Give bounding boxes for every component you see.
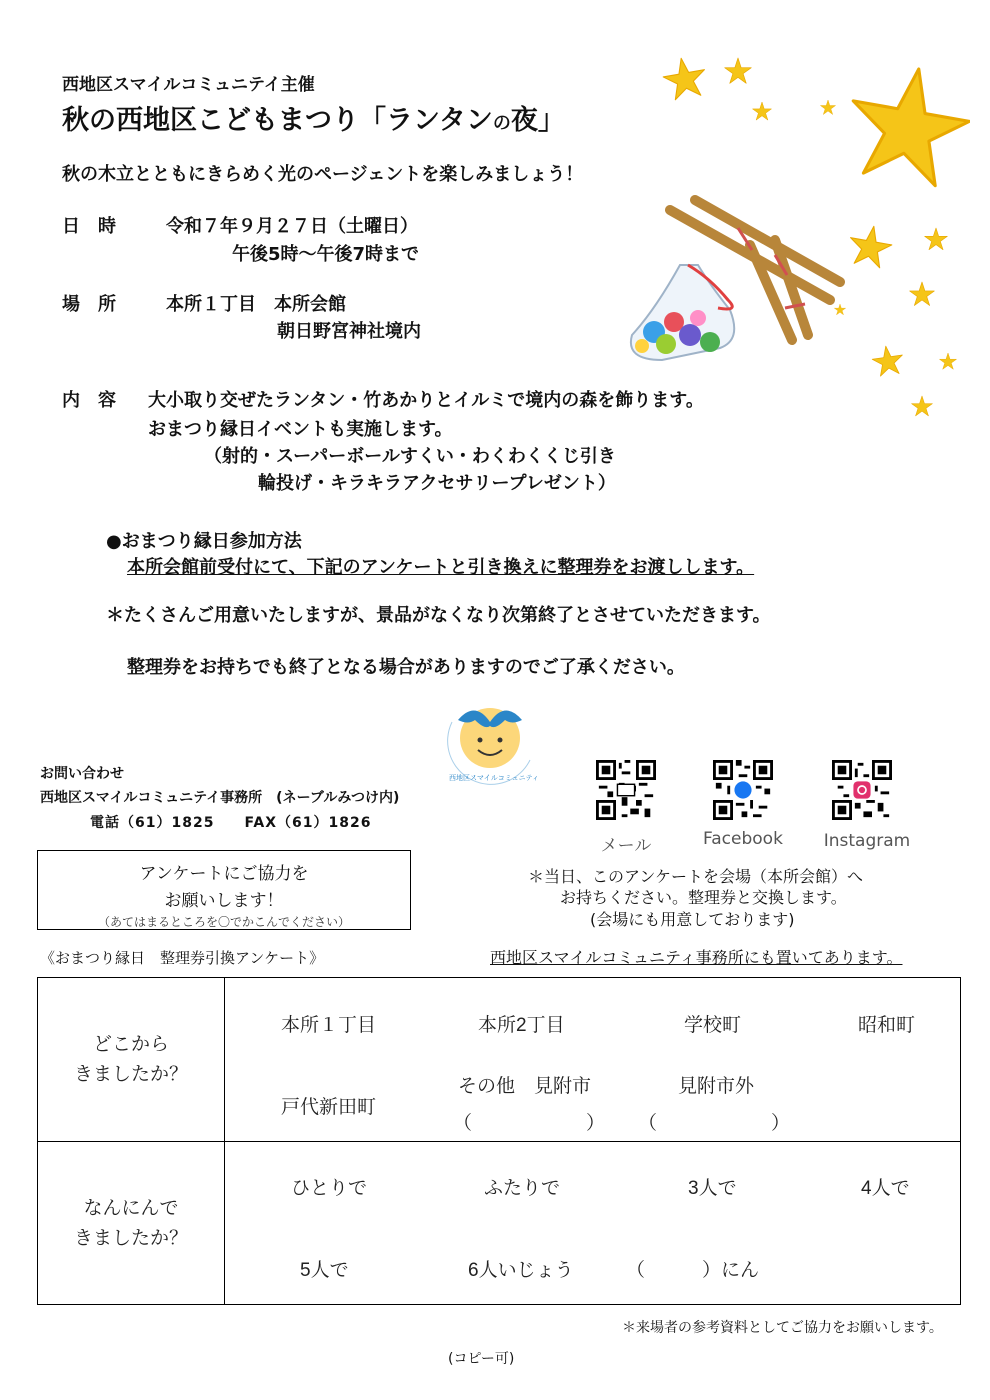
survey-title: 《おまつり縁日 整理券引換アンケート》 xyxy=(40,949,325,967)
community-logo xyxy=(440,700,550,790)
content-line: （射的・スーパーボールすくい・わくわくくじ引き xyxy=(204,446,616,467)
content-line: 輪投げ・キラキラアクセサリープレゼント） xyxy=(258,473,616,494)
place-sub: 朝日野宮神社境内 xyxy=(277,321,421,342)
star-icon xyxy=(912,396,933,416)
option-toshiro[interactable]: 戸代新田町 xyxy=(281,1097,377,1118)
instagram-icon xyxy=(853,781,870,798)
qr-code-instagram[interactable] xyxy=(832,760,892,820)
option-four[interactable]: 4人で xyxy=(861,1178,910,1199)
option-honjo-1[interactable]: 本所１丁目 xyxy=(281,1015,377,1036)
option-three[interactable]: 3人で xyxy=(688,1178,737,1199)
question-where: どこから きましたか？ xyxy=(73,1034,188,1085)
survey-request-line: アンケートにご協力を xyxy=(139,864,309,884)
star-icon xyxy=(939,353,956,369)
option-alone[interactable]: ひとりで xyxy=(291,1178,368,1199)
qr-code-mail[interactable] xyxy=(596,760,656,820)
option-two[interactable]: ふたりで xyxy=(484,1178,561,1199)
note-end: ＊たくさんご用意いたしますが、景品がなくなり次第終了とさせていただきます。 xyxy=(106,605,771,626)
howto-line: 本所会館前受付にて、下記のアンケートと引き換えに整理券をお渡しします。 xyxy=(127,557,755,578)
option-other-mitsuke[interactable]: その他 見附市 xyxy=(458,1076,592,1097)
lead-text: 秋の木立とともにきらめく光のページェントを楽しみましょう！ xyxy=(62,164,584,185)
note-end-2: 整理券をお持ちでも終了となる場合がありますのでご了承ください。 xyxy=(127,657,685,678)
star-icon xyxy=(925,228,948,250)
option-five[interactable]: 5人で xyxy=(300,1260,349,1281)
svg-text:西地区スマイルコミュニティ: 西地区スマイルコミュニティ xyxy=(448,774,540,782)
star-icon xyxy=(834,304,845,315)
content-label: 内 容 xyxy=(62,390,116,411)
option-six-plus[interactable]: 6人いじょう xyxy=(468,1260,574,1281)
survey-request-box xyxy=(37,850,411,930)
contact-phone: 電話（61）1825 FAX（61）1826 xyxy=(90,815,372,831)
bring-note: お持ちください。整理券と交換します。 xyxy=(560,888,847,907)
contact-office: 西地区スマイルコミュニテイ事務所 (ネーブルみつけ内) xyxy=(40,790,400,806)
footer-note: ＊来場者の参考資料としてご協力をお願いします。 xyxy=(622,1320,943,1336)
star-icon xyxy=(661,55,709,101)
place-label: 場 所 xyxy=(62,294,116,315)
option-count-blank[interactable]: （ ）にん xyxy=(626,1260,760,1281)
qr-label-facebook: Facebook xyxy=(703,829,783,849)
content-line: おまつり縁日イベントも実施します。 xyxy=(148,419,453,440)
survey-request-note: （あてはまるところを〇でかこんでください） xyxy=(97,915,350,929)
content-line: 大小取り交ぜたランタン・竹あかりとイルミで境内の森を飾ります。 xyxy=(148,390,704,411)
paren-outside[interactable]: （ ） xyxy=(638,1113,791,1134)
date-value: 令和７年９月２７日（土曜日） xyxy=(166,216,418,237)
qr-label-mail: メール xyxy=(600,836,652,856)
survey-office-note: 西地区スマイルコミュニティ事務所にも置いてあります。 xyxy=(490,948,903,967)
place-value: 本所１丁目 本所会館 xyxy=(166,294,346,315)
question-how-many: なんにんで きましたか？ xyxy=(73,1198,188,1249)
survey-request-line: お願いします！ xyxy=(164,891,284,911)
facebook-icon xyxy=(734,781,751,798)
stars-illustration xyxy=(570,50,970,430)
star-icon xyxy=(725,58,752,83)
qr-code-facebook[interactable] xyxy=(713,760,773,820)
contact-heading: お問い合わせ xyxy=(40,766,124,782)
date-label: 日 時 xyxy=(62,216,116,237)
organizer: 西地区スマイルコミュニテイ主催 xyxy=(62,75,315,95)
bring-note: ＊当日、このアンケートを会場（本所会館）へ xyxy=(528,867,864,886)
paren-other[interactable]: （ ） xyxy=(453,1113,606,1134)
bring-note: (会場にも用意しております) xyxy=(590,910,795,929)
star-icon xyxy=(752,102,771,120)
star-icon xyxy=(910,282,935,306)
qr-label-instagram: Instagram xyxy=(823,831,911,851)
option-showa[interactable]: 昭和町 xyxy=(858,1015,916,1036)
howto-heading: ●おまつり縁日参加方法 xyxy=(106,531,302,552)
copy-note: (コピー可) xyxy=(448,1351,515,1367)
option-honjo-2[interactable]: 本所2丁目 xyxy=(478,1015,565,1036)
option-gakko[interactable]: 学校町 xyxy=(684,1015,742,1036)
star-icon xyxy=(846,223,894,269)
star-icon xyxy=(871,344,905,377)
page-title: 秋の西地区こどもまつり「ランタンの夜」 xyxy=(62,105,565,136)
star-icon xyxy=(841,59,970,190)
option-outside-mitsuke[interactable]: 見附市外 xyxy=(678,1076,755,1097)
time-value: 午後5時～午後7時まで xyxy=(232,244,420,265)
star-icon xyxy=(820,100,835,114)
mail-icon xyxy=(617,784,634,795)
survey-table xyxy=(37,977,961,1305)
